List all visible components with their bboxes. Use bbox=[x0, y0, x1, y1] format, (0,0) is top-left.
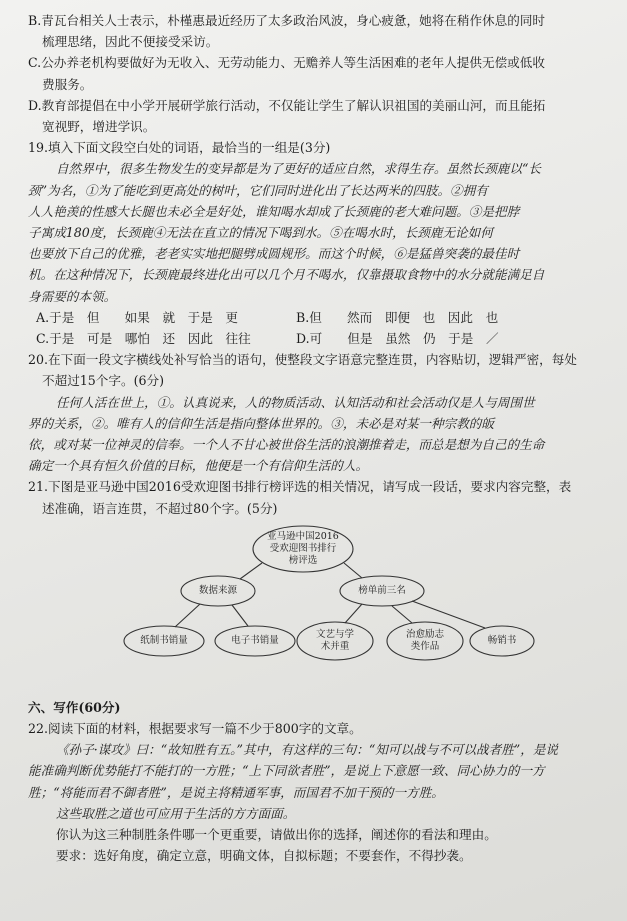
bestseller-node: 畅销书 bbox=[487, 634, 517, 646]
q20-stem-line2: 不超过15个字。(6分) bbox=[42, 373, 165, 389]
paper-book-sales-node: 纸制书销量 bbox=[140, 634, 188, 646]
q22-material bbox=[28, 739, 607, 824]
q19-passage-line: 也要放下自己的优雅，老老实实地把腿劈成圆规形。而这个时候，⑥是猛兽突袭的最佳时 bbox=[28, 246, 520, 262]
root-node bbox=[267, 531, 339, 567]
q22-material-line: 这些取胜之道也可应用于生活的方方面面。 bbox=[56, 805, 296, 821]
q20-passage-line: 依，或对某一位神灵的信奉。一个人不甘心被世俗生活的浪潮推着走，而总是想为自己的生命 bbox=[28, 437, 545, 453]
data-source-node: 数据来源 bbox=[198, 584, 238, 596]
q19-option-b: B.但 然而 即便 也 因此 也 bbox=[296, 309, 499, 325]
q19-passage bbox=[28, 158, 607, 306]
q21-stem-line2: 述准确，语言连贯，不超过80个字。(5分) bbox=[42, 500, 278, 516]
q19-passage-line: 机。在这种情况下，长颈鹿最终进化出可以几个月不喝水，仅靠摄取食物中的水分就能满足自 bbox=[28, 267, 545, 283]
q19-passage-line: 自然界中，很多生物发生的变异都是为了更好的适应自然，求得生存。虽然长颈鹿以“长 bbox=[56, 161, 542, 177]
q19-option-a: A.于是 但 如果 就 于是 更 bbox=[36, 309, 239, 325]
q18-option-d-line1: D.教育部提倡在中小学开展研学旅行活动，不仅能让学生了解认识祖国的美丽山河，而且能拓 bbox=[28, 97, 546, 113]
q21-diagram bbox=[0, 525, 627, 675]
q20-passage-line: 任何人活在世上，①。认真说来，人的物质活动、认知活动和社会活动仅是人与周围世 bbox=[56, 394, 535, 410]
q20-stem-line1: 20.在下面一段文字横线处补写恰当的语句，使整段文字语意完整连贯，内容贴切，逻辑严密，每处 bbox=[28, 352, 577, 368]
q19-passage-line: 身需要的本领。 bbox=[28, 288, 117, 304]
q20-passage-line: 界的关系，②。唯有人的信仰生活是指向整体世界的。③，未必是对某一种宗教的皈 bbox=[28, 415, 494, 431]
q20-passage bbox=[28, 392, 607, 477]
section-six-title: 六、写作(60分) bbox=[28, 699, 121, 715]
q20-passage-line: 确定一个具有恒久价值的目标，他便是一个有信仰生活的人。 bbox=[28, 458, 369, 474]
healing-inspirational-node: 治愈励志 类作品 bbox=[405, 628, 445, 652]
q22-question: 你认为这三种制胜条件哪一个更重要，请做出你的选择，阐述你的看法和理由。 bbox=[56, 827, 497, 843]
ebook-sales-node: 电子书销量 bbox=[231, 634, 279, 646]
q19-option-c: C.于是 可是 哪怕 还 因此 往往 bbox=[36, 331, 251, 347]
q22-stem: 22.阅读下面的材料，根据要求写一篇不少于800字的文章。 bbox=[28, 721, 362, 737]
q22-material-line: 《孙子·谋攻》曰：“故知胜有五。”其中，有这样的三句：“知可以战与不可以战者胜”，是说 bbox=[56, 742, 559, 758]
literature-academic-node: 文艺与学 术并重 bbox=[315, 628, 355, 652]
q19-options bbox=[28, 307, 607, 349]
q19-passage-line: 颈”为名，①为了能吃到更高处的树叶，它们同时进化出了长达两米的四肢。②拥有 bbox=[28, 182, 488, 198]
root-node-line: 亚马逊中国2016 bbox=[267, 530, 339, 542]
q21-stem-line1: 21.下图是亚马逊中国2016受欢迎图书排行榜评选的相关情况，请写成一段话，要求内容完整，表 bbox=[28, 479, 572, 495]
q22-requirements: 要求：选好角度，确定立意，明确文体，自拟标题；不要套作，不得抄袭。 bbox=[56, 848, 472, 864]
root-node-line: 榜评选 bbox=[288, 554, 318, 566]
root-node-line: 受欢迎图书排行 bbox=[269, 542, 337, 554]
q18-option-b-line1: B.青瓦台相关人士表示，朴槿惠最近经历了太多政治风波，身心疲惫，她将在稍作休息的同时 bbox=[28, 13, 546, 28]
q19-passage-line: 人人艳羡的性感大长腿也未必全是好处，谁知喝水却成了长颈鹿的老大难问题。③是把脖 bbox=[28, 203, 520, 219]
q19-stem: 19.填入下面文段空白处的词语，最恰当的一组是(3分) bbox=[28, 140, 331, 156]
top-three-node: 榜单前三名 bbox=[358, 584, 406, 596]
q22-material-line: 胜；“将能而君不御者胜”，是说主将精通军事，而国君不加干预的一方胜。 bbox=[28, 784, 444, 800]
q19-passage-line: 子寓成180度，长颈鹿④无法在直立的情况下喝到水。⑤在喝水时，长颈鹿无论如何 bbox=[28, 225, 493, 241]
q18-option-b-line2: 梳理思绪，因此不便接受采访。 bbox=[42, 34, 219, 50]
q19-option-d: D.可 但是 虽然 仍 于是 ／ bbox=[296, 331, 499, 347]
q18-option-c-line1: C.公办养老机构要做好为无收入、无劳动能力、无赡养人等生活困难的老年人提供无偿或低收 bbox=[28, 55, 545, 71]
q18-option-c-line2: 费服务。 bbox=[42, 76, 93, 92]
q18-option-d-line2: 宽视野，增进学识。 bbox=[42, 119, 156, 135]
q22-material-line: 能准确判断优势能打不能打的一方胜；“上下同欲者胜”，是说上下意愿一致、同心协力的一方 bbox=[28, 763, 545, 779]
